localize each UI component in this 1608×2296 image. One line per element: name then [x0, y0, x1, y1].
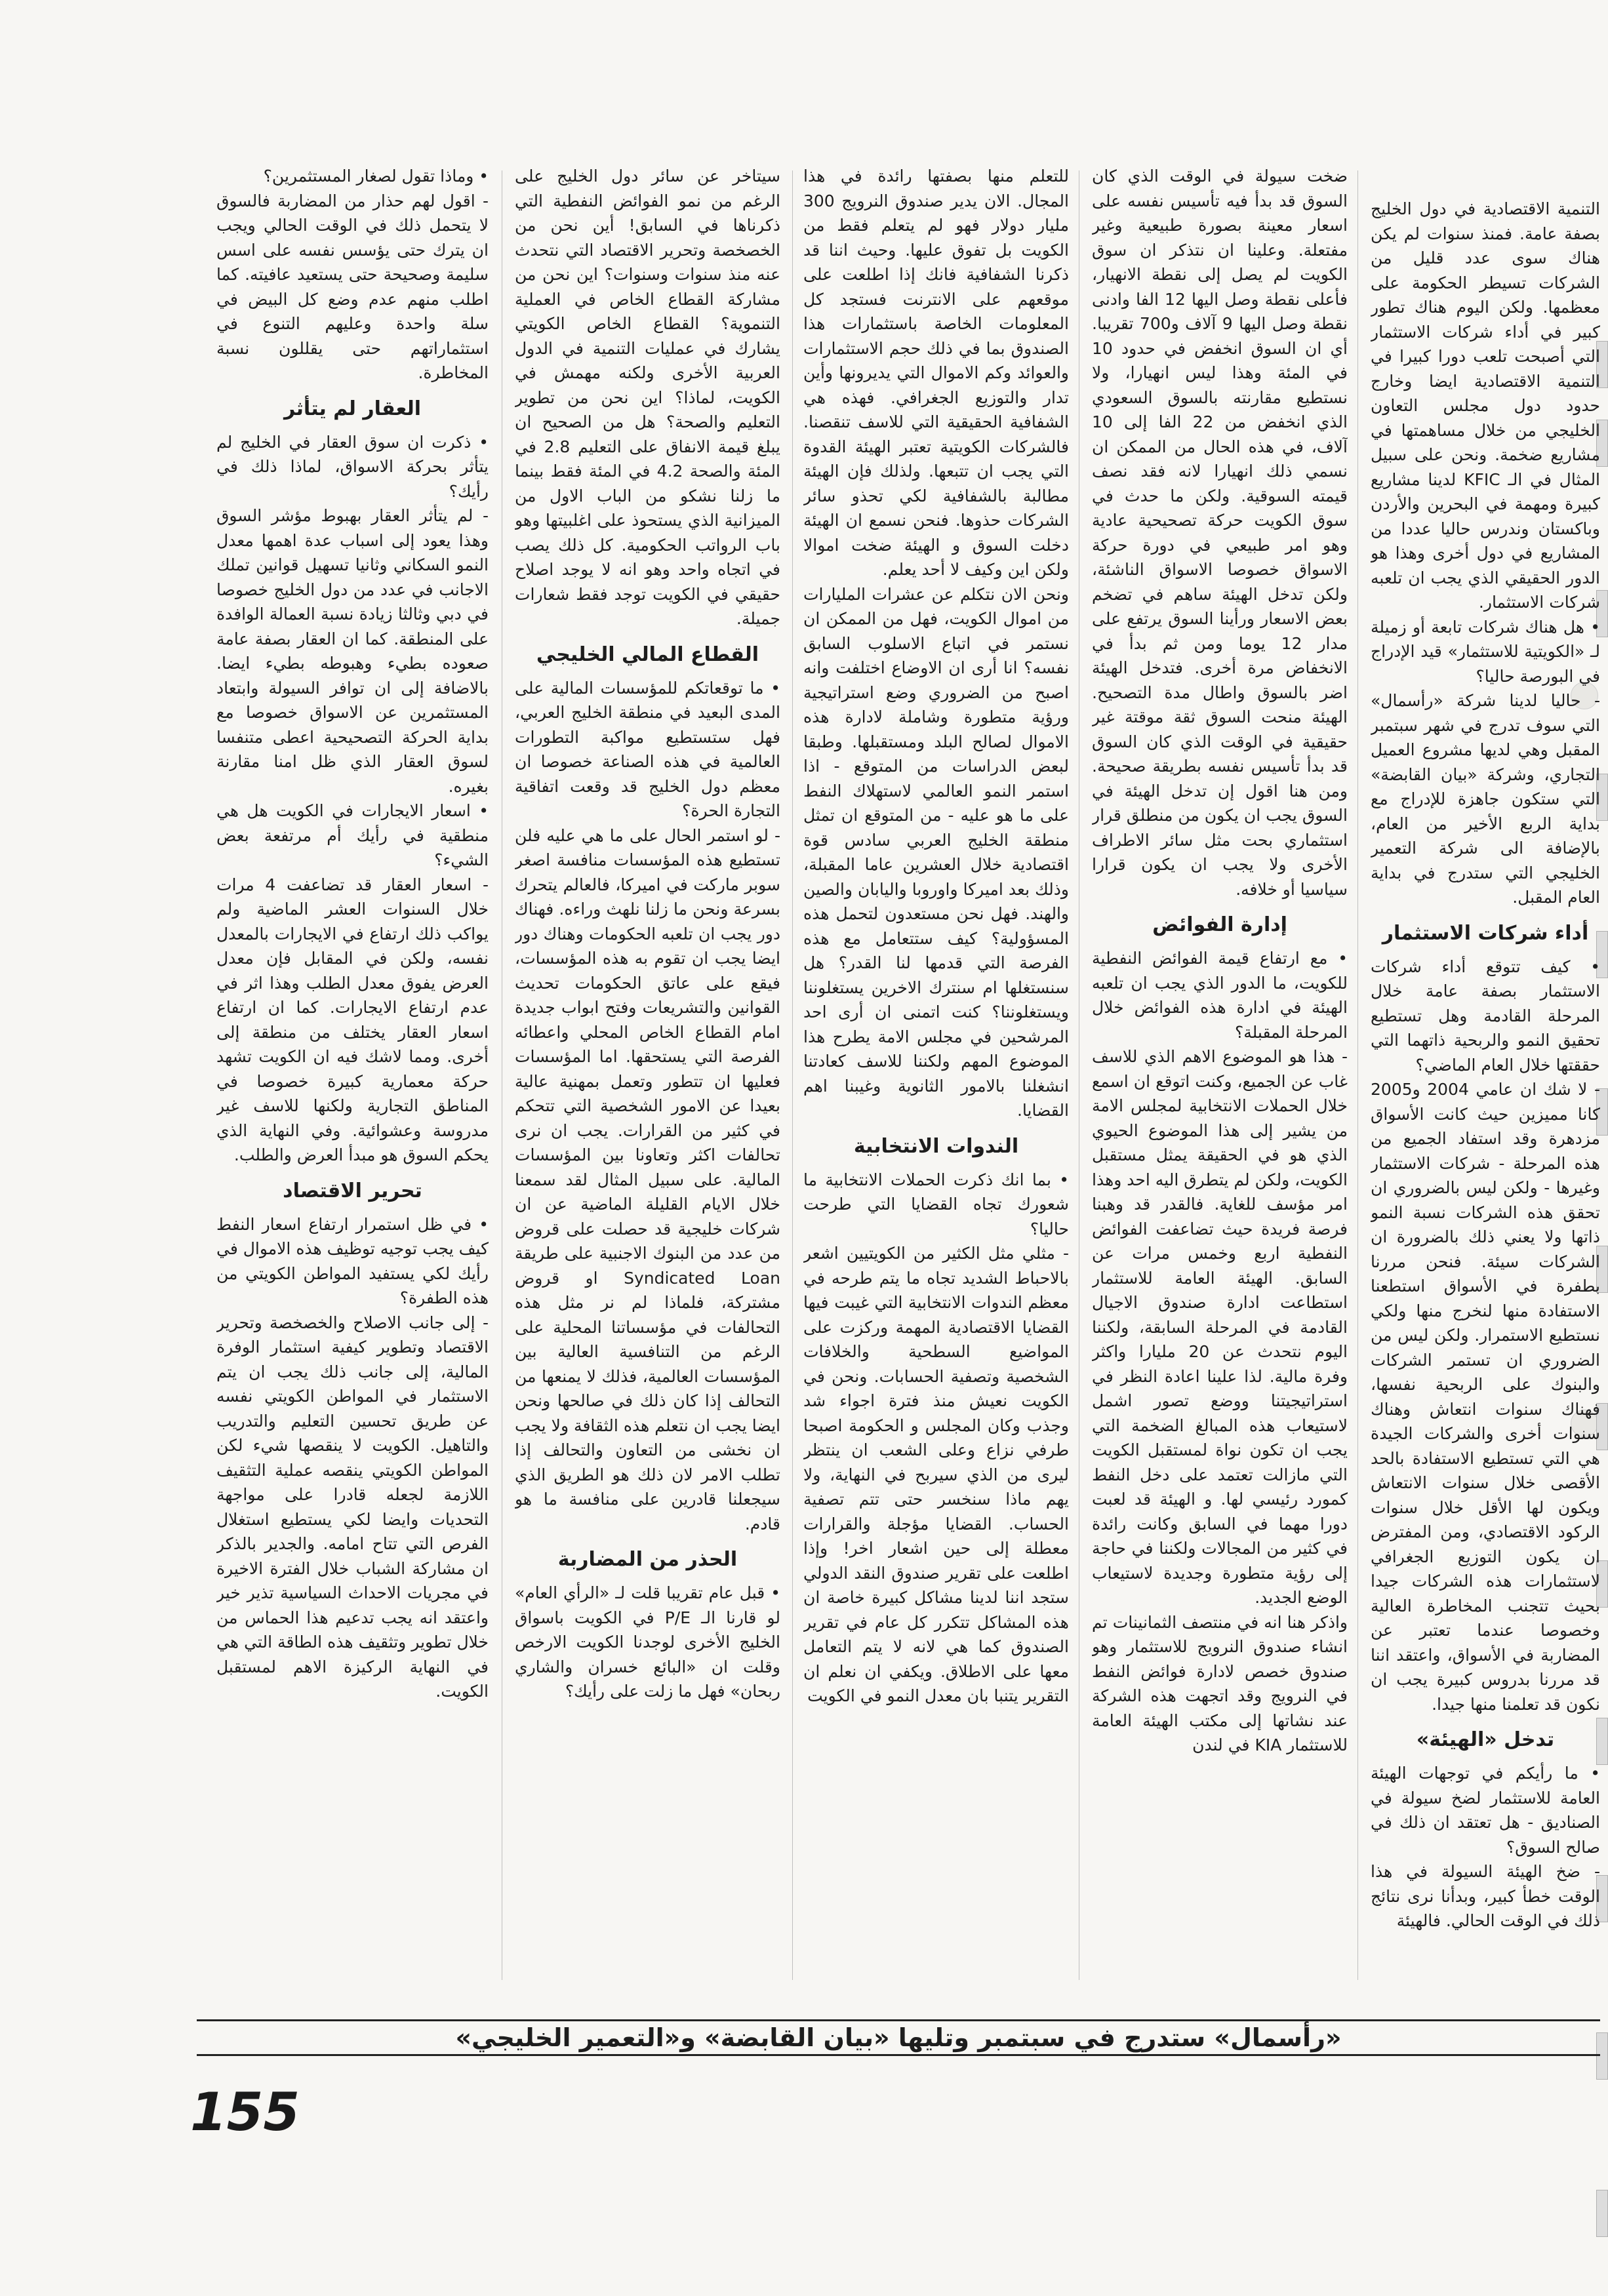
paragraph: • كيف تتوقع أداء شركات الاستثمار بصفة عامة خلال المرحلة القادمة وهل تستطيع تحقيق النمو والربحية ذاتهما التي حققتها خلال العام الماضي؟ [1371, 957, 1600, 1075]
paragraph: - مثلي مثل الكثير من الكويتيين اشعر بالاحباط الشديد تجاه ما يتم طرحه في معظم الندوات الانتخابية التي غيبت فيها القضايا الاقتصادية المهمة وركزت على المواضيع السطحية والخلافات الشخصية وتصفية الحسابات. ونحن في الكويت نعيش منذ فترة اجواء شد وجذب وكان المجلس و الحكومة اصبحا طرفي نزاع وعلى الشعب ان ينتظر ليرى من الذي سيربح في النهاية، ولا يهم ماذا سنخسر حتى تتم تصفية الحساب. القضايا مؤجلة والقرارات معطلة إلى حين اشعار اخر! وإذا اطلعت على تقرير صندوق النقد الدولي ستجد اننا لدينا مشاكل كبيرة خاصة ان هذه المشاكل تتكرر كل عام في تقرير الصندوق كما هي لانه لا يتم التعامل معها على الاطلاق. ويكفي ان نعلم ان التقرير يتنبا بان معدل النمو في الكويت [803, 1244, 1069, 1705]
paragraph: - اقول لهم حذار من المضاربة فالسوق لا يتحمل ذلك في الوقت الحالي ويجب ان يترك حتى يؤسس نفسه على اسس سليمة وصحيحة حتى يستعيد عافيته. كما اطلب منهم عدم وضع كل البيض في سلة واحدة وعليهم التنوع في استثماراتهم حتى يقللون نسبة المخاطرة. [216, 191, 489, 382]
paragraph: - اسعار العقار قد تضاعفت 4 مرات خلال السنوات العشر الماضية ولم يواكب ذلك ارتفاع في الايجارات بالمعدل نفسه، ولكن في المقابل فإن معدل العرض يفوق معدل الطلب وهذا اثر في عدم ارتفاع الايجارات. كما ان ارتفاع اسعار العقار يختلف من منطقة إلى أخرى. ومما لاشك فيه ان الكويت تشهد حركة معمارية كبيرة خصوصا في المناطق التجارية ولكنها للاسف غير مدروسة وعشوائية. وفي النهاية الذي يحكم السوق هو مبدأ العرض والطلب. [216, 875, 489, 1164]
paragraph: • وماذا تقول لصغار المستثمرين؟ [263, 167, 489, 186]
paragraph: ضخت سيولة في الوقت الذي كان السوق قد بدأ فيه تأسيس نفسه على اسعار معينة بصورة طبيعية وغير مفتعلة. وعلينا ان نتذكر ان سوق الكويت لم يصل إلى نقطة الانهيار، فأعلى نقطة وصل اليها 12 الفا وادنى نقطة وصل اليها 9 آلاف و700 تقريبا. أي ان السوق انخفض في حدود 10 في المئة وهذا ليس انهيارا، ولا نستطيع مقارنته بالسوق السعودي الذي انخفض من 22 الفا إلى 10 آلاف، في هذه الحال من الممكن ان نسمي ذلك انهيارا لانه فقد نصف قيمته السوقية. ولكن ما حدث في سوق الكويت حركة تصحيحية عادية وهو امر طبيعي في دورة حركة الاسواق خصوصا الاسواق الناشئة، ولكن تدخل الهيئة ساهم في تضخم بعض الاسعار ورأينا السوق يرتفع على مدار 12 يوما ومن ثم بدأ في الانخفاض مرة أخرى. فتدخل الهيئة اضر بالسوق واطال مدة التصحيح. الهيئة منحت السوق ثقة موقتة غير حقيقية في الوقت الذي كان السوق قد بدأ تأسيس نفسه بطريقة صحيحة. ومن هنا اقول إن تدخل الهيئة في السوق يجب ان يكون من منطلق قرار استثماري بحت مثل سائر الاطراف الأخرى ولا يجب ان يكون قرارا سياسيا أو خلافه. [1092, 167, 1348, 899]
paragraph: • ما توقعاتكم للمؤسسات المالية على المدى البعيد في منطقة الخليج العربي، فهل ستستطيع مواكبة التطورات العالمية في هذه الصناعة خصوصا ان معظم دول الخليج قد وقعت اتفاقية التجارة الحرة؟ [515, 678, 780, 820]
paragraph: • اسعار الايجارات في الكويت هل هي منطقية في رأيك أم مرتفعة بعض الشيء؟ [216, 801, 489, 869]
paragraph: • هل هناك شركات تابعة أو زميلة لـ «الكويتية للاستثمار» قيد الإدراج في البورصة حاليا؟ [1371, 617, 1600, 686]
section-heading: الندوات الانتخابية [853, 1134, 1019, 1158]
paragraph: • في ظل استمرار ارتفاع اسعار النفط كيف يجب توجيه توظيف هذه الاموال في رأيك لكي يستفيد المواطن الكويتي من هذه الطفرة؟ [216, 1214, 489, 1307]
section-heading: أداء شركات الاستثمار [1382, 921, 1589, 945]
paragraph: • ما رأيكم في توجهات الهيئة العامة للاستثمار لضخ سيولة في الصناديق - هل تعتقد ان ذلك في صالح السوق؟ [1371, 1764, 1600, 1857]
paragraph: - هذا هو الموضوع الاهم الذي للاسف غاب عن الجميع، وكنت اتوقع ان اسمع خلال الحملات الانتخابية لمجلس الامة من يشير إلى هذا الموضوع الحيوي الذي هو في الحقيقة يمثل مستقبل الكويت، ولكن لم يتطرق اليه احد وهذا امر مؤسف للغاية. فالقدر قد وهبنا فرصة فريدة حيث تضاعفت الفوائض النفطية اربع وخمس مرات عن السابق. الهيئة العامة للاستثمار استطاعت ادارة صندوق الاجيال القادمة في المرحلة السابقة، ولكننا اليوم نتحدث عن 20 مليارا واكثر وفرة مالية. لذا علينا اعادة النظر في استراتيجيتنا ووضع تصور اشمل لاستيعاب هذه المبالغ الضخمة التي يجب ان تكون نواة لمستقبل الكويت التي مازالت تعتمد على دخل النفط كمورد رئيسي لها. و الهيئة قد لعبت دورا مهما في السابق وكانت رائدة في كثير من المجالات ولكننا في حاجة إلى رؤية متطورة وجديدة لاستيعاب الوضع الجديد. [1092, 1047, 1348, 1607]
paragraph: واذكر هنا انه في منتصف الثمانينات تم انشاء صندوق النرويج للاستثمار وهو صندوق خصص لادارة فوائض النفط في النرويج وقد اتجهت هذه الشركة عند نشاتها إلى مكتب الهيئة العامة للاستثمار KIA في لندن [1092, 1612, 1348, 1754]
page-number: 155 [190, 2082, 300, 2143]
section-heading: القطاع المالي الخليجي [536, 643, 759, 666]
paragraph: - حاليا لدينا شركة «رأسمال» التي سوف تدرج في شهر سبتمبر المقبل وهي لديها مشروع العميل التجاري، وشركة «بيان القابضة» التي ستكون جاهزة للإدراج مع بداية الربع الأخير من العام، بالإضافة الى شركة التعمير الخليجي التي ستدرج في بداية العام المقبل. [1371, 691, 1600, 907]
paragraph: - ضخ الهيئة السيولة في هذا الوقت خطأ كبير، وبدأنا نرى نتائج ذلك في الوقت الحالي. فالهيئة [1371, 1862, 1600, 1930]
article-column-4 [515, 164, 780, 1987]
page-headline: «رأسمال» ستدرج في سبتمبر وتليها «بيان القابضة» و«التعمير الخليجي» [197, 2019, 1600, 2056]
section-heading: تحرير الاقتصاد [283, 1179, 422, 1202]
section-heading: الحذر من المضاربة [557, 1548, 738, 1571]
paragraph: ونحن الان نتكلم عن عشرات المليارات من اموال الكويت، فهل من الممكن ان نستمر في اتباع الاسلوب السابق نفسه؟ انا أرى ان الاوضاع اختلفت وانه اصبح من الضروري وضع استراتيجية ورؤية متطورة وشاملة لادارة هذه الاموال لصالح البلد ومستقبلها. وطبقا لبعض الدراسات من المتوقع - اذا استمر النمو العالمي لاستهلاك النفط على ما هو عليه - من المتوقع ان تمثل منطقة الخليج العربي سادس قوة اقتصادية خلال العشرين عاما المقبلة، وذلك بعد اميركا واوروبا واليابان والصين والهند. فهل نحن مستعدون لتحمل هذه المسؤولية؟ كيف ستتعامل مع هذه الفرصة التي قدمها لنا القدر؟ هل سنستغلها ام سنترك الاخرين يستغلوننا ويستغلوننا؟ كنت اتمنى ان أرى احد المرشحين في مجلس الامة يطرح هذا الموضوع المهم ولكننا للاسف كعادتنا انشغلنا بالامور الثانوية وغيبنا اهم القضايا. [803, 584, 1069, 1120]
section-heading: العقار لم يتأثر [284, 397, 421, 420]
article-column-1 [1371, 197, 1600, 2019]
paragraph: التنمية الاقتصادية في دول الخليج بصفة عامة. فمنذ سنوات لم يكن هناك سوى عدد قليل من الشركات تسيطر الحكومة على معظمها. ولكن اليوم هناك تطور كبير في أداء شركات الاستثمار التي أصبحت تلعب دورا كبيرا في التنمية الاقتصادية ايضا وخارج حدود دول مجلس التعاون الخليجي من خلال مساهمتها في مشاريع ضخمة. ونحن على سبيل المثال في الـ KFIC لدينا مشاريع كبيرة ومهمة في البحرين والأردن وباكستان وندرس حاليا عددا من المشاريع في دول أخرى وهذا هو الدور الحقيقي الذي يجب ان تلعبه شركات الاستثمار. [1371, 199, 1600, 612]
section-heading: تدخل «الهيئة» [1416, 1728, 1555, 1751]
section-heading: إدارة الفوائض [1152, 913, 1287, 936]
paragraph: • مع ارتفاع قيمة الفوائض النفطية للكويت، ما الدور الذي يجب ان تلعبه الهيئة في ادارة هذه الفوائض خلال المرحلة المقبلة؟ [1092, 949, 1348, 1042]
paragraph: للتعلم منها بصفتها رائدة في هذا المجال. الان يدير صندوق النرويج 300 مليار دولار فهو لم يتعلم فقط من الكويت بل تفوق عليها. وحيث اننا قد ذكرنا الشفافية فانك إذا اطلعت على موقعهم على الانترنت فستجد كل المعلومات الخاصة باستثمارات هذا الصندوق بما في ذلك حجم الاستثمارات والعوائد وكم الاموال التي يديرونها وأين تدار والتوزيع الجغرافي. فهذه هي الشفافية الحقيقية التي للاسف تنقصنا. فالشركات الكويتية تعتبر الهيئة القدوة التي يجب ان تتبعها. ولذلك فإن الهيئة مطالبة بالشفافية لكي تحذو سائر الشركات حذوها. فنحن نسمع ان الهيئة دخلت السوق و الهيئة ضخت اموالا ولكن اين وكيف لا أحد يعلم. [803, 167, 1069, 579]
paragraph: - إلى جانب الاصلاح والخصخصة وتحرير الاقتصاد وتطوير كيفية استثمار الوفرة المالية، إلى جانب ذلك يجب ان يتم الاستثمار في المواطن الكويتي نفسه عن طريق تحسين التعليم والتدريب والتاهيل. الكويت لا ينقصها شيء لكن المواطن الكويتي ينقصه عملية التثقيف اللازمة لجعله قادرا على مواجهة التحديات وايضا لكي يستطيع استغلال الفرص التي تتاح امامه. والجدير بالذكر ان مشاركة الشباب خلال الفترة الاخيرة في مجريات الاحداث السياسية تذير خير واعتقد انه يجب تدعيم هذا الحماس من خلال تطوير وتثقيف هذه الطاقة التي هي في النهاية الركيزة الاهم لمستقبل الكويت. [216, 1313, 489, 1701]
paragraph: • قبل عام تقريبا قلت لـ «الرأي العام» لو قارنا الـ P/E في الكويت باسواق الخليج الأخرى لوجدنا الكويت الارخص وقلت ان «البائع خسران والشاري ربحان» فهل ما زلت على رأيك؟ [515, 1583, 780, 1701]
article-column-2 [1092, 164, 1348, 1987]
paragraph: - لا شك ان عامي 2004 و2005 كانا مميزين حيث كانت الأسواق مزدهرة وقد استفاد الجميع من هذه المرحلة - شركات الاستثمار وغيرها - ولكن ليس بالضروري ان تحقق هذه الشركات نسبة النمو ذاتها ولا يعني ذلك بالضرورة ان الشركات سيئة. فنحن مررنا بطفرة في الأسواق استطعنا الاستفادة منها لنخرج منها ولكي نستطيع الاستمرار. ولكن ليس من الضروري ان تستمر الشركات والبنوك على الربحية نفسها، فهناك سنوات انتعاش وهناك سنوات أخرى والشركات الجيدة هي التي تستطيع الاستفادة بالحد الأقصى خلال سنوات الانتعاش ويكون لها الأقل خلال سنوات الركود الاقتصادي، ومن المفترض ان يكون التوزيع الجغرافي لاستثمارات هذه الشركات جيدا بحيث تتجنب المخاطرة العالية وخصوصا عندما تعتبر عن المضاربة في الأسواق، واعتقد اننا قد مررنا بدروس كبيرة يجب ان نكون قد تعلمنا منها جيدا. [1371, 1080, 1600, 1714]
paragraph: • بما انك ذكرت الحملات الانتخابية ما شعورك تجاه القضايا التي طرحت حاليا؟ [803, 1170, 1069, 1238]
article-column-3 [803, 164, 1069, 1987]
paragraph: • ذكرت ان سوق العقار في الخليج لم يتأثر بحركة الاسواق، لماذا ذلك في رأيك؟ [216, 432, 489, 501]
paragraph: - لم يتأثر العقار بهبوط مؤشر السوق وهذا يعود إلى اسباب عدة اهمها معدل النمو السكاني وثانيا تسهيل قوانين تملك الاجانب في عدد من دول الخليج خصوصا في دبي وثالثا زيادة نسبة العمالة الوافدة على المنطقة. كما ان العقار بصفة عامة صعوده بطيء وهبوطه بطيء ايضا. بالاضافة إلى ان توافر السيولة وابتعاد المستثمرين عن الاسواق خصوصا مع بداية الحركة التصحيحية اعطى متنفسا لسوق العقار الذي ظل امنا مقارنة بغيره. [216, 506, 489, 796]
paragraph: سيتاخر عن سائر دول الخليج على الرغم من نمو الفوائض النفطية التي ذكرناها في السابق! أين نحن من الخصخصة وتحرير الاقتصاد التي نتحدث عنه منذ سنوات وسنوات؟ اين نحن من مشاركة القطاع الخاص في العملية التنموية؟ القطاع الخاص الكويتي يشارك في عمليات التنمية في الدول العربية الأخرى ولكنه مهمش في الكويت، لماذا؟ اين نحن من تطوير التعليم والصحة؟ هل من الصحيح ان يبلغ قيمة الانفاق على التعليم 2.8 في المئة والصحة 4.2 في المئة فقط بينما ما زلنا نشكو من الباب الاول من الميزانية الذي يستحوذ على اغلبيتها وهو باب الرواتب الحكومية. كل ذلك يصب في اتجاه واحد وهو انه لا يوجد اصلاح حقيقي في الكويت توجد فقط شعارات جميلة. [515, 167, 780, 628]
article-column-5 [216, 164, 489, 1987]
paragraph: - لو استمر الحال على ما هي عليه فلن تستطيع هذه المؤسسات منافسة اصغر سوبر ماركت في اميركا، فالعالم يتحرك بسرعة ونحن ما زلنا نلهث وراءه. فهناك دور يجب ان تلعبه الحكومات وهناك دور ايضا يجب ان تقوم به هذه المؤسسات، فيقع على عاتق الحكومات تحديث القوانين والتشريعات وفتح ابواب جديدة امام القطاع الخاص المحلي واعطائه الفرصة التي يستحقها. اما المؤسسات فعليها ان تتطور وتعمل بمهنية عالية بعيدا عن الامور الشخصية التي تتحكم في كثير من القرارات. يجب ان نرى تحالفات اكثر وتعاونا بين المؤسسات المالية. على سبيل المثال لقد سمعنا خلال الايام القليلة الماضية عن ان شركات خليجية قد حصلت على قروض من عدد من البنوك الاجنبية على طريقة Syndicated Loan او قروض مشتركة، فلماذا لم نر مثل هذه التحالفات في مؤسساتنا المحلية على الرغم من التنافسية العالية بين المؤسسات العالمية، فذلك لا يمنعها من التحالف إذا كان ذلك في صالحها ونحن ايضا يجب ان نتعلم هذه الثقافة ولا يجب ان نخشى من التعاون والتحالف إذا تطلب الامر لان ذلك هو الطريق الذي سيجعلنا قادرين على منافسة ما هو قادم. [515, 825, 780, 1534]
